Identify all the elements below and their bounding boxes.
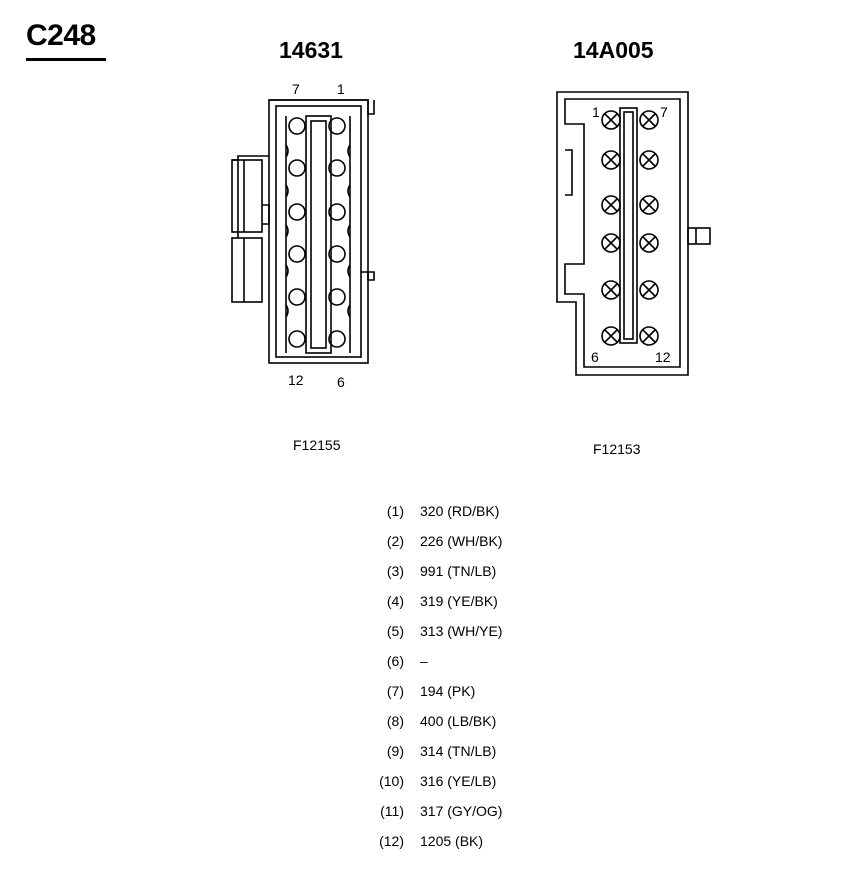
pinout-row [372,620,572,650]
pinout-row [372,740,572,770]
pinout-row [372,680,572,710]
circuit-value: – [420,653,428,669]
left-pin-label-1: 1 [337,81,345,97]
pinout-table [372,500,572,860]
circuit-value: 194 (PK) [420,683,476,699]
right-part-number: 14A005 [573,37,654,63]
circuit-value: 1205 (BK) [420,833,484,849]
pinout-row [372,560,572,590]
left-pin-label-7: 7 [292,81,300,97]
pin-number: (5) [386,623,404,639]
pinout-row [372,800,572,830]
pin-number: (2) [386,533,404,549]
right-terminals [602,111,658,345]
pin-number: (6) [386,653,404,669]
circuit-value: 400 (LB/BK) [420,713,497,729]
left-connector-drawing [232,100,374,363]
circuit-value: 317 (GY/OG) [420,803,503,819]
connector-id-title: C248 [26,19,96,52]
pinout-row [372,830,572,860]
pinout-row [372,710,572,740]
right-pin-label-1: 1 [592,104,600,120]
right-figure-id: F12153 [593,441,641,457]
left-part-number: 14631 [279,37,343,63]
circuit-value: 319 (YE/BK) [420,593,498,609]
circuit-value: 320 (RD/BK) [420,503,500,519]
circuit-value: 316 (YE/LB) [420,773,497,789]
left-figure-id: F12155 [293,437,341,453]
left-pin-label-6: 6 [337,374,345,390]
circuit-value: 314 (TN/LB) [420,743,497,759]
pin-number: (9) [386,743,404,759]
pin-number: (1) [386,503,404,519]
pinout-row [372,500,572,530]
pinout-row [372,590,572,620]
pinout-row [372,530,572,560]
pin-number: (7) [386,683,404,699]
pin-number: (10) [379,773,404,789]
right-pin-label-12: 12 [655,349,671,365]
right-pin-label-7: 7 [660,104,668,120]
circuit-value: 226 (WH/BK) [420,533,503,549]
pin-number: (8) [386,713,404,729]
right-connector-drawing [557,92,710,375]
circuit-value: 313 (WH/YE) [420,623,503,639]
pinout-row [372,770,572,800]
pin-number: (4) [386,593,404,609]
left-pin-label-12: 12 [288,372,304,388]
right-pin-label-6: 6 [591,349,599,365]
pin-number: (11) [380,803,404,819]
pinout-row [372,650,572,680]
pin-number: (3) [386,563,404,579]
circuit-value: 991 (TN/LB) [420,563,497,579]
pin-number: (12) [379,833,404,849]
left-terminals [289,118,345,347]
